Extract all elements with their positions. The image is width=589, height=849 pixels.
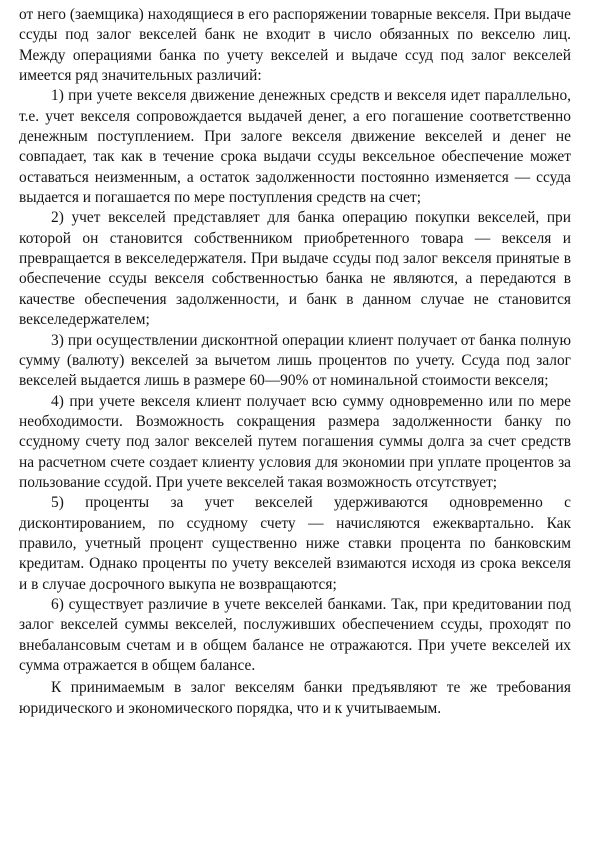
paragraph-conclusion: К принимаемым в залог векселям банки предъявляют те же требования юридического и экономического порядка, что и к учитываемым. bbox=[19, 679, 571, 717]
paragraph-item-3: 3) при осуществлении дисконтной операции клиент получает от банка полную сумму (валюту) векселей за вычетом лишь процентов по учету. Ссуда под залог векселей выдается лишь в размере 60—90% от номинальной стоимости векселя; bbox=[19, 331, 571, 390]
paragraph-item-2: 2) учет векселей представляет для банка операцию покупки векселей, при которой он становится собственником приобретенного товара — векселя и превращается в векселедержателя. При выдаче ссуды под залог векселя принятые в обеспечение ссуды векселя собственностью банка не являются, а передаются в качестве обеспечения задолженности, и банк в данном случае не становится векселедержателем; bbox=[19, 209, 571, 329]
paragraph-item-5: 5) проценты за учет векселей удерживаются одновременно с дисконтированием, по ссудному счету — начисляются ежеквартально. Как правило, учетный процент существенно ниже ставки процента по банковским кредитам. Однако проценты по учету векселей взимаются исходя из срока векселя и в случае досрочного выкупа не возвращаются; bbox=[19, 494, 571, 593]
paragraph-item-4: 4) при учете векселя клиент получает всю сумму одновременно или по мере необходимости. Возможность сокращения размера задолженности банку по ссудному счету под залог векселей путем погашения суммы долга за счет средств на расчетном счете создает клиенту условия для экономии при уплате процентов за пользование ссудой. При учете векселей такая возможность отсутствует; bbox=[19, 392, 571, 491]
paragraph-item-6: 6) существует различие в учете векселей банками. Так, при кредитовании под залог векселей суммы векселей, послуживших обеспечением ссуды, проходят по внебалансовым счетам и в общем балансе не отражаются. При учете векселей их сумма отражается в общем балансе. bbox=[19, 595, 571, 674]
paragraph-intro: от него (заемщика) находящиеся в его распоряжении товарные векселя. При выдаче ссуды под залог векселей банк не входит в число обязанных по векселю лиц. Между операциями банка по учету векселей и выдаче ссуд под залог векселей имеется ряд значительных различий: bbox=[19, 6, 571, 85]
paragraph-item-1: 1) при учете векселя движение денежных средств и векселя идет параллельно, т.е. учет векселя сопровождается выдачей денег, а его погашение соответственно денежным поступлением. При залоге векселя движение векселей и денег не совпадает, так как в течение срока выдачи ссуды вексельное обеспечение может оставаться неизменным, а остаток задолженности постоянно изменяется — ссуда выдается и погашается по мере поступления средств на счет; bbox=[19, 87, 571, 207]
